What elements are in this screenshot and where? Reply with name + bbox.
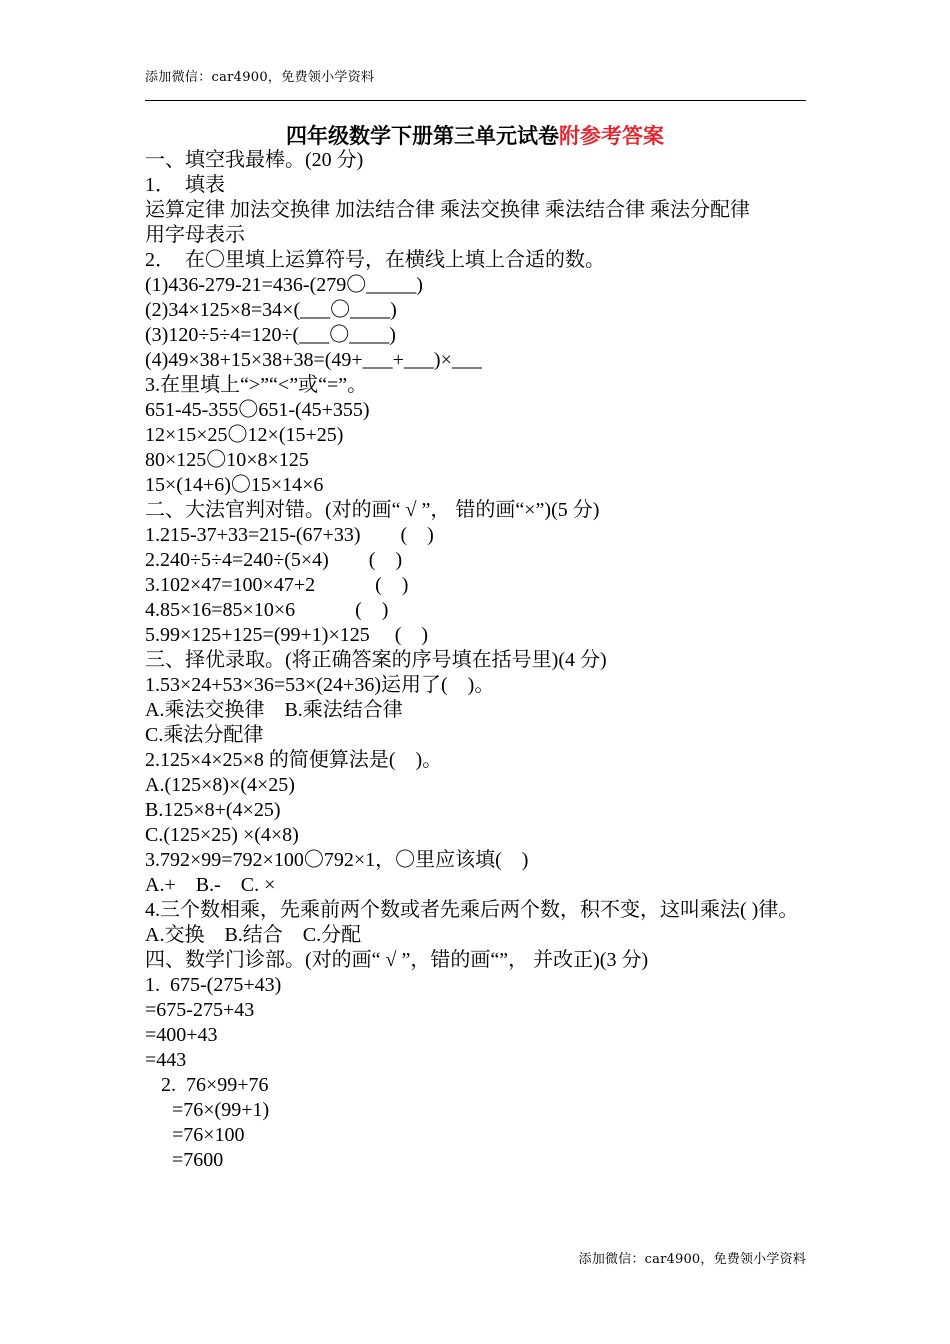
section3-q2: 2.125×4×25×8 的简便算法是( )。 — [145, 749, 443, 771]
page-title — [0, 122, 950, 150]
section3-q2-option: B.125×8+(4×25) — [145, 799, 281, 821]
title-main: 四年级数学下册第三单元试卷 — [286, 123, 559, 148]
header-divider — [145, 100, 806, 101]
section1-q3-item: 12×15×25〇12×(15+25) — [145, 424, 344, 446]
section4-problem1-step: 1. 675-(275+43) — [145, 974, 282, 996]
header-watermark-note: 添加微信：car4900，免费领小学资料 — [145, 70, 375, 85]
section3-q2-option: A.(125×8)×(4×25) — [145, 774, 295, 796]
section4-problem2-step: =7600 — [172, 1149, 224, 1171]
section4-problem2-step: =76×100 — [172, 1124, 245, 1146]
section1-q3-item: 15×(14+6)〇15×14×6 — [145, 474, 324, 496]
section2-item: 5.99×125+125=(99+1)×125 ( ) — [145, 624, 429, 646]
section2-heading: 二、大法官判对错。(对的画“ √ ”， 错的画“×”)(5 分) — [145, 499, 600, 521]
footer-watermark-note: 添加微信：car4900，免费领小学资料 — [578, 1252, 806, 1267]
section4-problem1-step: =400+43 — [145, 1024, 218, 1046]
section1-q2-item: (3)120÷5÷4=120÷(___〇____) — [145, 324, 396, 346]
section1-q1-label: 1． 填表 — [145, 174, 225, 196]
section4-problem1-step: =443 — [145, 1049, 187, 1071]
section3-q3-options: A.+ B.- C. × — [145, 874, 276, 896]
section1-q3-item: 80×125〇10×8×125 — [145, 449, 309, 471]
section1-heading: 一、填空我最棒。(20 分) — [145, 149, 364, 171]
section2-item: 3.102×47=100×47+2 ( ) — [145, 574, 409, 596]
section2-item: 4.85×16=85×10×6 ( ) — [145, 599, 389, 621]
section4-problem2-first: 2. 76×99+76 — [161, 1074, 269, 1096]
exam-content — [145, 148, 809, 1173]
section2-item: 1.215-37+33=215-(67+33) ( ) — [145, 524, 434, 546]
section3-heading: 三、择优录取。(将正确答案的序号填在括号里)(4 分) — [145, 649, 607, 671]
section3-q1-option-c: C.乘法分配律 — [145, 724, 264, 746]
section3-q4: 4.三个数相乘，先乘前两个数或者先乘后两个数，积不变，这叫乘法( )律。 — [145, 899, 799, 921]
section1-q2-item: (1)436-279-21=436-(279〇_____) — [145, 274, 423, 296]
section1-q2-label: 2． 在〇里填上运算符号，在横线上填上合适的数。 — [145, 249, 605, 271]
section3-q3: 3.792×99=792×100〇792×1，〇里应该填( ) — [145, 849, 529, 871]
section1-q2-item: (2)34×125×8=34×(___〇____) — [145, 299, 397, 321]
section3-q1: 1.53×24+53×36=53×(24+36)运用了( )。 — [145, 674, 495, 696]
section1-q3-item: 651-45-355〇651-(45+355) — [145, 399, 370, 421]
section1-q2-item: (4)49×38+15×38+38=(49+___+___)×___ — [145, 349, 482, 371]
section3-q2-option: C.(125×25) ×(4×8) — [145, 824, 299, 846]
section1-q3-label: 3.在里填上“>”“<”或“=”。 — [145, 374, 368, 396]
section4-problem1-step: =675-275+43 — [145, 999, 255, 1021]
section3-q1-options-ab: A.乘法交换律 B.乘法结合律 — [145, 699, 403, 721]
section3-q4-options: A.交换 B.结合 C.分配 — [145, 924, 362, 946]
section1-q1-laws: 运算定律 加法交换律 加法结合律 乘法交换律 乘法结合律 乘法分配律 — [145, 199, 750, 221]
section4-heading: 四、数学门诊部。(对的画“ √ ”，错的画“”， 并改正)(3 分) — [145, 949, 649, 971]
section1-q1-row: 用字母表示 — [145, 224, 245, 246]
title-suffix: 附参考答案 — [559, 123, 664, 148]
section4-problem2-step: =76×(99+1) — [172, 1099, 270, 1121]
section2-item: 2.240÷5÷4=240÷(5×4) ( ) — [145, 549, 403, 571]
